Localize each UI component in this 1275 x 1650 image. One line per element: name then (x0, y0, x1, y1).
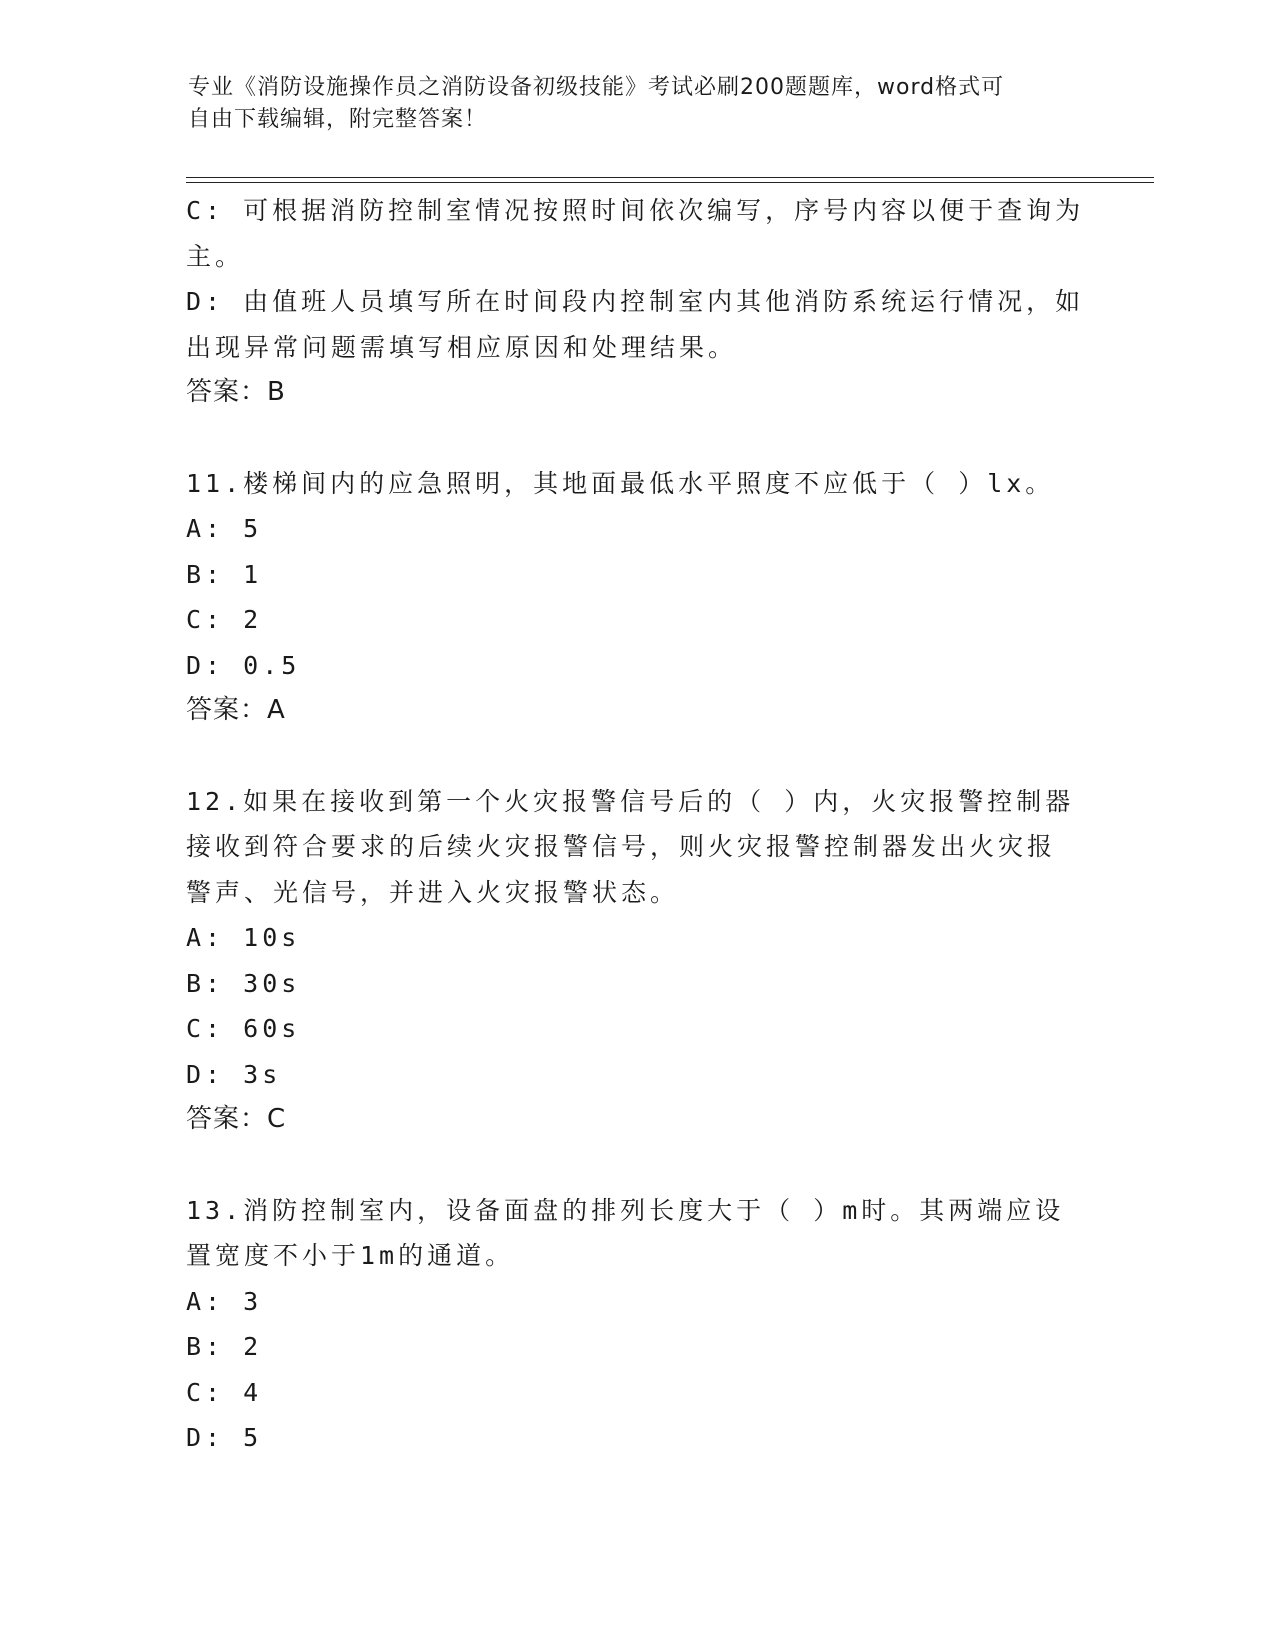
document-body (186, 188, 1085, 1461)
header-line-1: 专业《消防设施操作员之消防设备初级技能》考试必刷200题题库，word格式可 (188, 75, 1005, 100)
answer-line: 答案：C (186, 1104, 287, 1134)
question-stem-line-2: 置宽度不小于1m的通道。 (186, 1241, 515, 1270)
option-b: B: 1 (186, 559, 263, 589)
answer-line: 答案：B (186, 377, 286, 407)
option-a: A: 3 (186, 1286, 263, 1316)
question-10-continued (186, 188, 1085, 416)
option-a: A: 10s (186, 923, 301, 952)
question-stem-line-3: 警声、光信号，并进入火灾报警状态。 (186, 877, 680, 907)
question-12 (186, 779, 1076, 1143)
option-c: C: 2 (186, 605, 263, 634)
question-11 (186, 461, 1076, 734)
option-c: C: 4 (186, 1377, 263, 1407)
answer-line: 答案：A (186, 695, 286, 725)
question-stem: 11.楼梯间内的应急照明，其地面最低水平照度不应低于（ ）lx。 (186, 468, 1055, 498)
header-line-2: 自由下载编辑，附完整答案！ (188, 107, 488, 132)
question-13 (186, 1188, 1076, 1461)
question-stem-line-1: 13.消防控制室内，设备面盘的排列长度大于（ ）m时。其两端应设 (186, 1195, 1065, 1225)
option-d: D: 5 (186, 1423, 263, 1452)
header-divider-top (186, 177, 1154, 178)
option-d-line-2: 出现异常问题需填写相应原因和处理结果。 (186, 332, 738, 362)
option-c-line-2: 主。 (186, 241, 245, 271)
option-d: D: 3s (186, 1059, 282, 1089)
document-header (188, 72, 1068, 136)
option-c: C: 60s (186, 1014, 301, 1043)
option-b: B: 2 (186, 1332, 263, 1361)
header-divider-bottom (186, 182, 1154, 183)
option-c-line-1: C: 可根据消防控制室情况按照时间依次编写，序号内容以便于查询为 (186, 196, 1085, 225)
question-stem-line-1: 12.如果在接收到第一个火灾报警信号后的（ ）内，火灾报警控制器 (186, 786, 1075, 816)
option-b: B: 30s (186, 968, 301, 998)
question-stem-line-2: 接收到符合要求的后续火灾报警信号，则火灾报警控制器发出火灾报 (186, 832, 1057, 861)
option-d-line-1: D: 由值班人员填写所在时间段内控制室内其他消防系统运行情况，如 (186, 287, 1085, 316)
option-a: A: 5 (186, 514, 263, 543)
option-d: D: 0.5 (186, 650, 301, 680)
